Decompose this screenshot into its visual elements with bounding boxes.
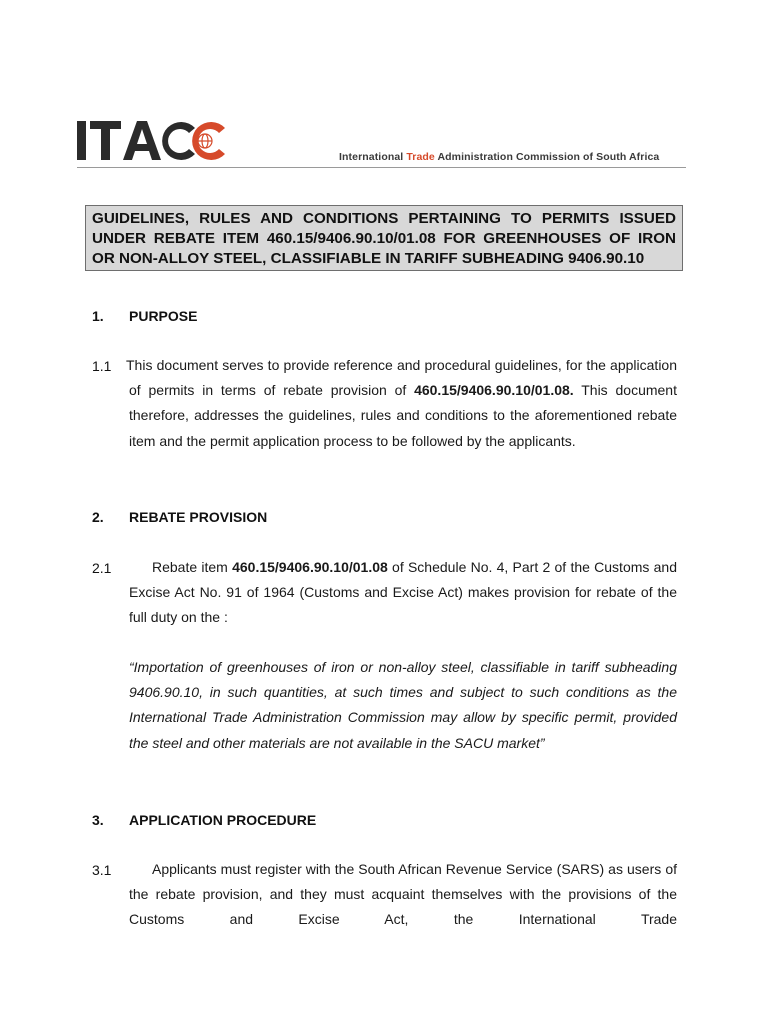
- header-divider: [77, 167, 686, 168]
- section-1-heading: PURPOSE: [129, 308, 198, 324]
- document-title: GUIDELINES, RULES AND CONDITIONS PERTAINING TO PERMITS ISSUED UNDER REBATE ITEM 460.15/9406.90.10/01.08 FOR GREENHOUSES OF IRON OR NON-ALLOY STEEL, CLASSIFIABLE IN TARIFF SUBHEADING 9406.90.10: [85, 205, 683, 271]
- paragraph-2-1: Rebate item 460.15/9406.90.10/01.08 of Schedule No. 4, Part 2 of the Customs and Excise Act No. 91 of 1964 (Customs and Excise Act) makes provision for rebate of the full duty on the :: [129, 559, 677, 626]
- section-2-number: 2.: [92, 509, 104, 525]
- itac-logo: [77, 118, 229, 164]
- paragraph-2-1-number: 2.1: [92, 560, 112, 576]
- section-3-heading: APPLICATION PROCEDURE: [129, 812, 317, 828]
- paragraph-3-1: Applicants must register with the South African Revenue Service (SARS) as users of the rebate provision, and they must acquaint themselves with the provisions of the Customs and Excise Act, the International Trade: [129, 861, 677, 928]
- paragraph-1-1-number: 1.1: [92, 358, 112, 374]
- section-2-heading: REBATE PROVISION: [129, 509, 268, 525]
- rebate-quote: “Importation of greenhouses of iron or non-alloy steel, classifiable in tariff subheading 9406.90.10, in such quantities, at such times and subject to such conditions as the International Trade Administration Commission may allow by specific permit, provided the steel and other materials are not available in the SACU market”: [129, 659, 677, 751]
- organisation-name: International Trade Administration Commission of South Africa: [339, 151, 660, 163]
- paragraph-3-1-number: 3.1: [92, 862, 112, 878]
- paragraph-1-1: This document serves to provide reference and procedural guidelines, for the application of permits in terms of rebate provision of 460.15/9406.90.10/01.08. This document therefore, addresses the guidelines, rules and conditions to the aforementioned rebate item and the permit application process to be followed by the applicants.: [126, 357, 677, 449]
- section-1-number: 1.: [92, 308, 104, 324]
- section-3-number: 3.: [92, 812, 104, 828]
